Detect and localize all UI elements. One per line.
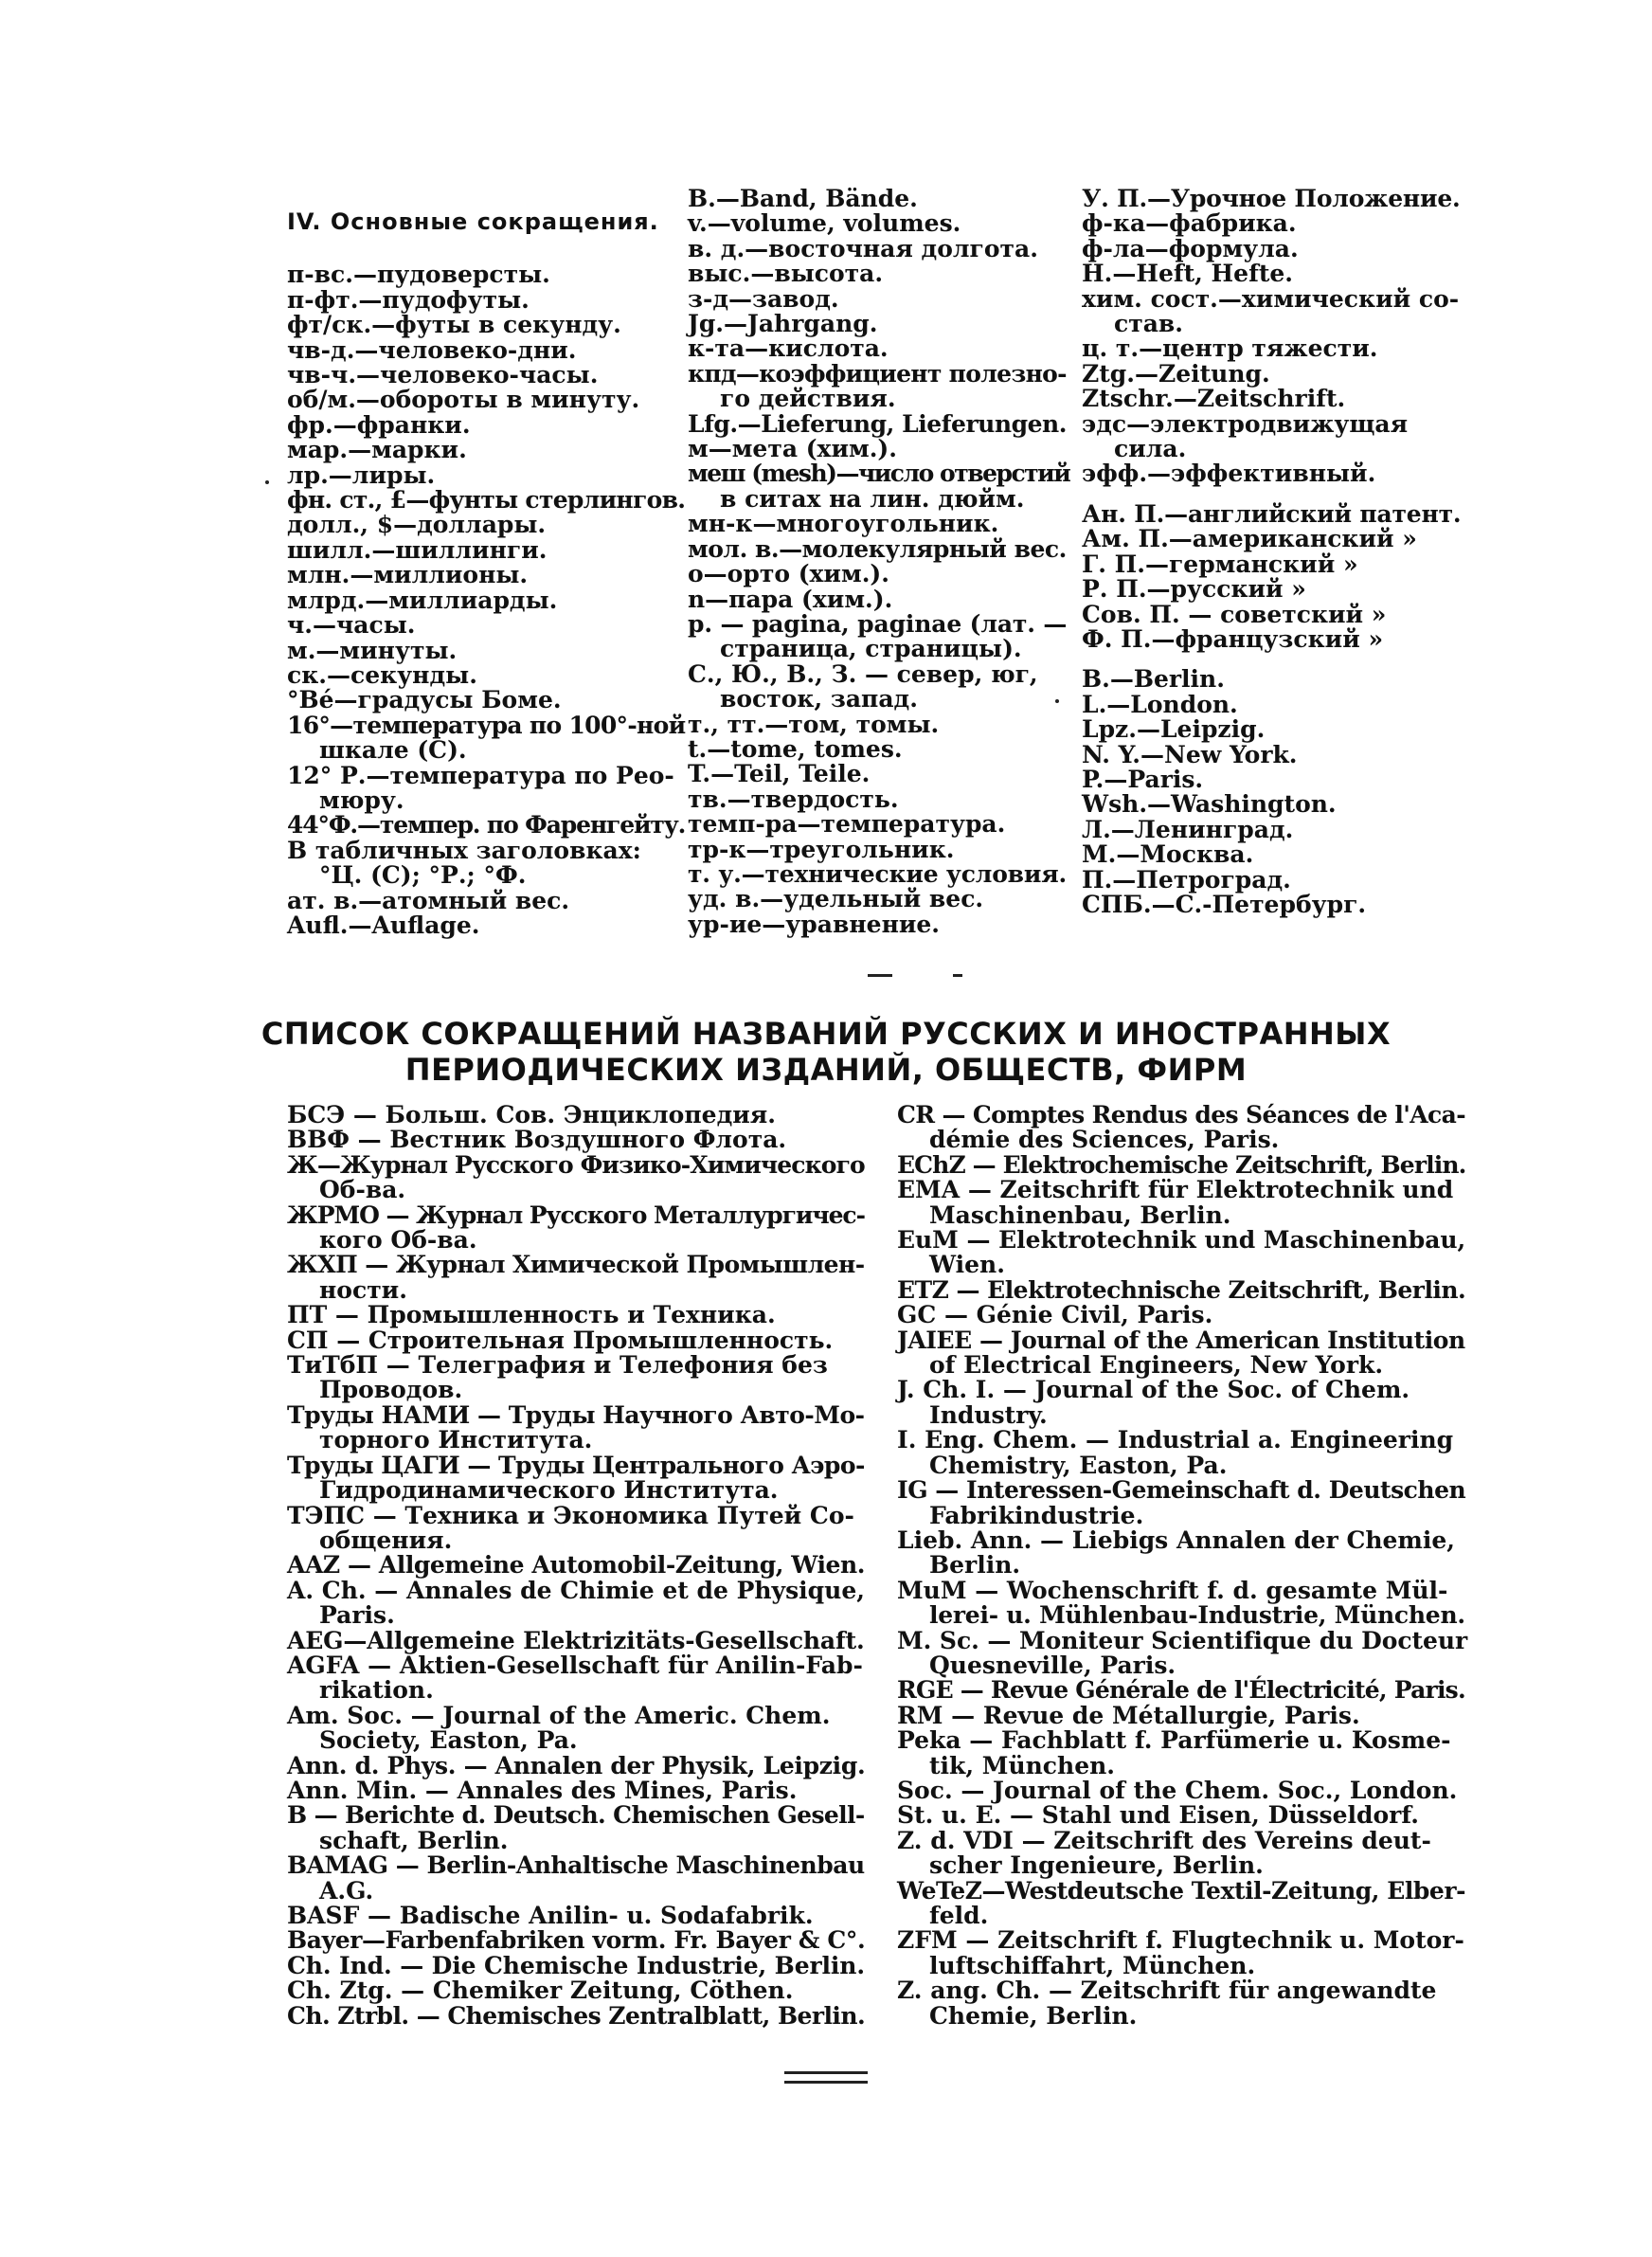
entry-line: BASF — Badische Anilin- u. Sodafabrik. (287, 1902, 814, 1929)
entry-line: Bayer—Farbenfabriken vorm. Fr. Bayer & C°. (287, 1926, 866, 1955)
entry-line: v.—volume, volumes. (688, 209, 961, 238)
separator-dash (868, 974, 892, 977)
entry-line: ЖХП — Журнал Химической Промышлен- (287, 1251, 865, 1279)
entry-continuation: став. (1114, 310, 1183, 338)
entry-line: т., тт.—том, томы. (688, 710, 940, 738)
entry-line: меш (mesh)—число отверстий (688, 460, 1070, 488)
entry-line: хим. сост.—химический со- (1082, 284, 1460, 313)
entry-line: Ам. П.—американский » (1082, 525, 1417, 553)
entry-line: Soc. — Journal of the Chem. Soc., London. (897, 1776, 1458, 1804)
entry-line: С., Ю., В., З. — север, юг, (688, 659, 1038, 688)
entry-line: T.—Teil, Teile. (688, 760, 871, 788)
entry-line: EuM — Elektrotechnik und Maschinenbau, (897, 1226, 1466, 1255)
entry-line: 16°—температура по 100°-ной (287, 711, 686, 739)
entry-line: Jg.—Jahrgang. (688, 310, 878, 338)
entry-line: MuM — Wochenschrift f. d. gesamte Mül- (897, 1576, 1448, 1604)
entry-line: Труды НАМИ — Труды Научного Авто-Мо- (287, 1400, 865, 1429)
entry-continuation: luftschiffahrt, München. (929, 1951, 1256, 1979)
abbrev-list-1 (287, 262, 685, 938)
entry-line: ур-ие—уравнение. (688, 910, 941, 938)
entry-line: темп-ра—температура. (688, 810, 1006, 839)
entry-line: п-фт.—пудофуты. (287, 285, 530, 314)
entry-line: м.—минуты. (287, 636, 458, 664)
entry-line: Z. d. VDI — Zeitschrift des Vereins deut- (897, 1826, 1431, 1854)
periodicals-right-column (897, 1101, 1468, 2030)
entry-continuation: A.G. (319, 1876, 374, 1905)
separator-dash (953, 974, 962, 977)
entry-line: J. Ch. I. — Journal of the Soc. of Chem. (897, 1376, 1410, 1404)
entry-line: EMA — Zeitschrift für Elektrotechnik und (897, 1176, 1454, 1204)
entry-line: млн.—миллионы. (287, 561, 529, 589)
entry-line: Ch. Ind. — Die Chemische Industrie, Berlin. (287, 1951, 865, 1979)
entry-line: тр-к—треугольник. (688, 835, 955, 863)
periodicals-left-list (287, 1103, 865, 2029)
entry-continuation: Society, Easton, Pa. (319, 1726, 578, 1755)
entry-line: о—орто (хим.). (688, 560, 889, 588)
entry-line: P.—Paris. (1082, 765, 1204, 793)
entry-continuation: ности. (319, 1275, 407, 1304)
entry-line: эдс—электродвижущая (1082, 409, 1409, 438)
entry-continuation: Maschinenbau, Berlin. (929, 1201, 1231, 1229)
entry-continuation: rikation. (319, 1676, 434, 1705)
entry-line: p. — pagina, paginae (лат. — (688, 609, 1068, 638)
entry-line: B.—Berlin. (1082, 665, 1225, 694)
entry-line: Ф. П.—французский » (1082, 624, 1384, 653)
entry-continuation: Chemie, Berlin. (929, 2001, 1138, 2030)
entry-line: BAMAG — Berlin-Anhaltische Maschinenbau (287, 1851, 865, 1880)
entry-continuation: Paris. (319, 1601, 395, 1630)
entry-line: ТЭПС — Техника и Экономика Путей Со- (287, 1501, 854, 1529)
abbrev-column-2 (688, 185, 1070, 938)
entry-line: СП — Строительная Промышленность. (287, 1326, 834, 1354)
list-title (0, 1016, 1652, 1088)
entry-line: CR — Comptes Rendus des Séances de l'Aca- (897, 1101, 1465, 1128)
entry-line: ат. в.—атомный вес. (287, 886, 570, 914)
entry-line: з-д—завод. (688, 284, 839, 313)
entry-line: ВВФ — Вестник Воздушного Флота. (287, 1126, 787, 1154)
entry-line: Г. П.—германский » (1082, 550, 1358, 578)
entry-continuation: lerei- u. Mühlenbau-Industrie, München. (929, 1601, 1465, 1630)
entry-line: Am. Soc. — Journal of the Americ. Chem. (287, 1701, 831, 1729)
entry-line: к-та—кислота. (688, 334, 889, 363)
entry-continuation: Industry. (929, 1400, 1048, 1429)
entry-line: Wsh.—Washington. (1082, 790, 1337, 819)
entry-line: IG — Interessen-Gemeinschaft d. Deutschen (897, 1476, 1466, 1505)
entry-continuation: Berlin. (929, 1551, 1021, 1580)
entry-line: М.—Москва. (1082, 840, 1254, 869)
stray-dot (265, 480, 269, 484)
entry-line: шилл.—шиллинги. (287, 535, 548, 564)
entry-continuation: мюру. (319, 785, 404, 814)
entry-continuation: schaft, Berlin. (319, 1826, 509, 1854)
entry-line: Сов. П. — советский » (1082, 600, 1387, 628)
entry-line: тв.—твердость. (688, 785, 899, 813)
entry-continuation: кого Об-ва. (319, 1226, 477, 1255)
entry-line: 44°Ф.—темпер. по Фаренгейту. (287, 811, 686, 840)
entry-continuation: Проводов. (319, 1376, 463, 1404)
entry-line: ТиТбП — Телеграфия и Телефония без (287, 1351, 828, 1380)
entry-line: GC — Génie Civil, Paris. (897, 1301, 1213, 1329)
entry-line: Ж—Журнал Русского Физико-Химического (287, 1150, 865, 1179)
entry-line: B.—Band, Bände. (688, 185, 918, 212)
section-heading: IV. Основные сокращения. (287, 208, 659, 235)
entry-continuation: шкале (C). (319, 736, 467, 765)
entry-line: Lfg.—Lieferung, Lieferungen. (688, 409, 1068, 438)
entry-continuation: scher Ingenieure, Berlin. (929, 1851, 1264, 1880)
entry-continuation: feld. (929, 1902, 989, 1929)
entry-line: эфф.—эффективный. (1082, 460, 1376, 488)
entry-line: ПТ — Промышленность и Техника. (287, 1301, 776, 1329)
entry-line: RM — Revue de Métallurgie, Paris. (897, 1701, 1360, 1729)
entry-line: фн. ст., £—фунты стерлингов. (287, 486, 686, 515)
abbrev-list-2 (688, 185, 1070, 938)
entry-line: Труды ЦАГИ — Труды Центрального Аэро- (287, 1451, 865, 1479)
entry-continuation: Quesneville, Paris. (929, 1651, 1176, 1679)
entry-continuation: в ситах на лин. дюйм. (720, 484, 1025, 513)
entry-line: M. Sc. — Moniteur Scientifique du Docteur (897, 1626, 1468, 1654)
entry-line: кпд—коэффициент полезно- (688, 359, 1067, 388)
periodicals-right-list (897, 1101, 1468, 2030)
entry-line: Ann. d. Phys. — Annalen der Physik, Leipzig. (287, 1751, 866, 1779)
bottom-rule (784, 2081, 868, 2084)
entry-line: чв-ч.—человеко-часы. (287, 361, 599, 389)
entry-line: В табличных заголовках: (287, 836, 641, 864)
entry-line: B — Berichte d. Deutsch. Chemischen Gesell- (287, 1801, 865, 1830)
entry-line: уд. в.—удельный вес. (688, 885, 984, 913)
entry-line: Ан. П.—английский патент. (1082, 499, 1462, 528)
entry-line: Н.—Heft, Hefte. (1082, 260, 1293, 288)
title-line-2: ПЕРИОДИЧЕСКИХ ИЗДАНИЙ, ОБЩЕСТВ, ФИРМ (404, 1052, 1248, 1088)
entry-continuation: Гидродинамического Института. (319, 1476, 779, 1505)
entry-continuation: Wien. (929, 1251, 1005, 1279)
entry-continuation: общения. (319, 1526, 453, 1554)
entry-line: WeTeZ—Westdeutsche Textil-Zeitung, Elber- (897, 1876, 1465, 1905)
entry-line: n—пара (хим.). (688, 585, 893, 613)
entry-line: фр.—франки. (287, 410, 471, 439)
bottom-rule (784, 2071, 868, 2074)
entry-line: млрд.—миллиарды. (287, 586, 558, 614)
entry-continuation: страница, страницы). (720, 635, 1022, 663)
entry-line: фт/ск.—футы в секунду. (287, 311, 621, 339)
stray-dot (1055, 699, 1059, 703)
title-line-1: СПИСОК СОКРАЩЕНИЙ НАЗВАНИЙ РУССКИХ И ИНОСТРАННЫХ (260, 1016, 1392, 1052)
entry-line: долл., $—доллары. (287, 511, 547, 539)
city-list (1082, 667, 1461, 917)
entry-line: БСЭ — Больш. Сов. Энциклопедия. (287, 1101, 776, 1128)
entry-continuation: °Ц. (C); °Р.; °Ф. (319, 861, 527, 890)
entry-line: Р. П.—русский » (1082, 575, 1306, 604)
entry-line: °Bé—градусы Боме. (287, 686, 562, 714)
entry-line: Ch. Ztg. — Chemiker Zeitung, Cöthen. (287, 1977, 794, 2005)
entry-line: м—мета (хим.). (688, 435, 897, 463)
entry-line: п-вс.—пудоверсты. (287, 261, 550, 289)
entry-line: ЖРМО — Журнал Русского Металлургичес- (287, 1201, 865, 1229)
periodicals-left-column (287, 1103, 865, 2029)
entry-line: Ztg.—Zeitung. (1082, 359, 1270, 388)
entry-line: Л.—Ленинград. (1082, 815, 1294, 843)
entry-continuation: сила. (1114, 435, 1187, 463)
entry-line: выс.—высота. (688, 260, 884, 288)
entry-line: Peka — Fachblatt f. Parfümerie u. Kosme- (897, 1726, 1451, 1755)
abbrev-list-3a (1082, 187, 1461, 487)
entry-line: Ann. Min. — Annales des Mines, Paris. (287, 1776, 798, 1804)
entry-continuation: Fabrikindustrie. (929, 1501, 1144, 1529)
entry-line: 12° Р.—температура по Рео- (287, 761, 674, 789)
entry-line: Lpz.—Leipzig. (1082, 715, 1266, 744)
entry-line: мол. в.—молекулярный вес. (688, 534, 1067, 563)
entry-line: St. u. E. — Stahl und Eisen, Düsseldorf. (897, 1801, 1419, 1830)
entry-line: в. д.—восточная долгота. (688, 234, 1038, 262)
entry-line: ZFM — Zeitschrift f. Flugtechnik u. Motor- (897, 1926, 1464, 1955)
abbrev-column-3 (1082, 187, 1461, 917)
entry-continuation: démie des Sciences, Paris. (929, 1126, 1280, 1154)
entry-line: t.—tome, tomes. (688, 734, 903, 763)
entry-line: JAIEE — Journal of the American Institution (897, 1326, 1465, 1354)
entry-line: AAZ — Allgemeine Automobil-Zeitung, Wien. (287, 1551, 866, 1580)
entry-line: ф-ла—формула. (1082, 234, 1299, 262)
patent-list (1082, 499, 1462, 653)
entry-line: ф-ка—фабрика. (1082, 209, 1297, 238)
entry-line: I. Eng. Chem. — Industrial a. Engineering (897, 1426, 1454, 1454)
entry-continuation: tik, München. (929, 1751, 1115, 1779)
entry-continuation: торного Института. (319, 1426, 593, 1454)
entry-line: ETZ — Elektrotechnische Zeitschrift, Berlin. (897, 1275, 1466, 1304)
entry-line: ч.—часы. (287, 611, 416, 640)
entry-line: L.—London. (1082, 690, 1238, 718)
abbrev-column-1 (287, 187, 685, 938)
entry-line: СПБ.—С.-Петербург. (1082, 890, 1367, 918)
entry-continuation: Chemistry, Easton, Pa. (929, 1451, 1228, 1479)
entry-continuation: го действия. (720, 385, 896, 413)
entry-line: т. у.—технические условия. (688, 859, 1067, 888)
entry-line: Lieb. Ann. — Liebigs Annalen der Chemie, (897, 1526, 1455, 1554)
entry-line: об/м.—обороты в минуту. (287, 386, 640, 414)
entry-line: AGFA — Aktien-Gesellschaft für Anilin-Fab- (287, 1651, 863, 1679)
entry-line: ск.—секунды. (287, 660, 477, 689)
entry-line: ц. т.—центр тяжести. (1082, 334, 1378, 363)
entry-continuation: восток, запад. (720, 685, 918, 713)
entry-line: N. Y.—New York. (1082, 740, 1298, 768)
entry-line: мн-к—многоугольник. (688, 510, 999, 538)
entry-line: Ztschr.—Zeitschrift. (1082, 385, 1346, 413)
entry-line: П.—Петроград. (1082, 865, 1291, 894)
entry-line: Aufl.—Auflage. (287, 911, 480, 939)
entry-line: лр.—лиры. (287, 460, 436, 489)
entry-line: RGE — Revue Générale de l'Électricité, Paris. (897, 1676, 1465, 1705)
entry-line: A. Ch. — Annales de Chimie et de Physique, (287, 1576, 865, 1604)
entry-continuation: of Electrical Engineers, New York. (929, 1351, 1384, 1380)
entry-line: У. П.—Урочное Положение. (1082, 185, 1461, 212)
entry-line: EChZ — Elektrochemische Zeitschrift, Berlin. (897, 1150, 1466, 1179)
entry-line: мар.—марки. (287, 436, 467, 464)
entry-line: Z. ang. Ch. — Zeitschrift für angewandte (897, 1977, 1437, 2005)
entry-line: чв-д.—человеко-дни. (287, 335, 577, 364)
entry-line: AEG—Allgemeine Elektrizitäts-Gesellschaft. (287, 1626, 865, 1654)
entry-continuation: Об-ва. (319, 1176, 406, 1204)
entry-line: Ch. Ztrbl. — Chemisches Zentralblatt, Berlin. (287, 2001, 866, 2030)
